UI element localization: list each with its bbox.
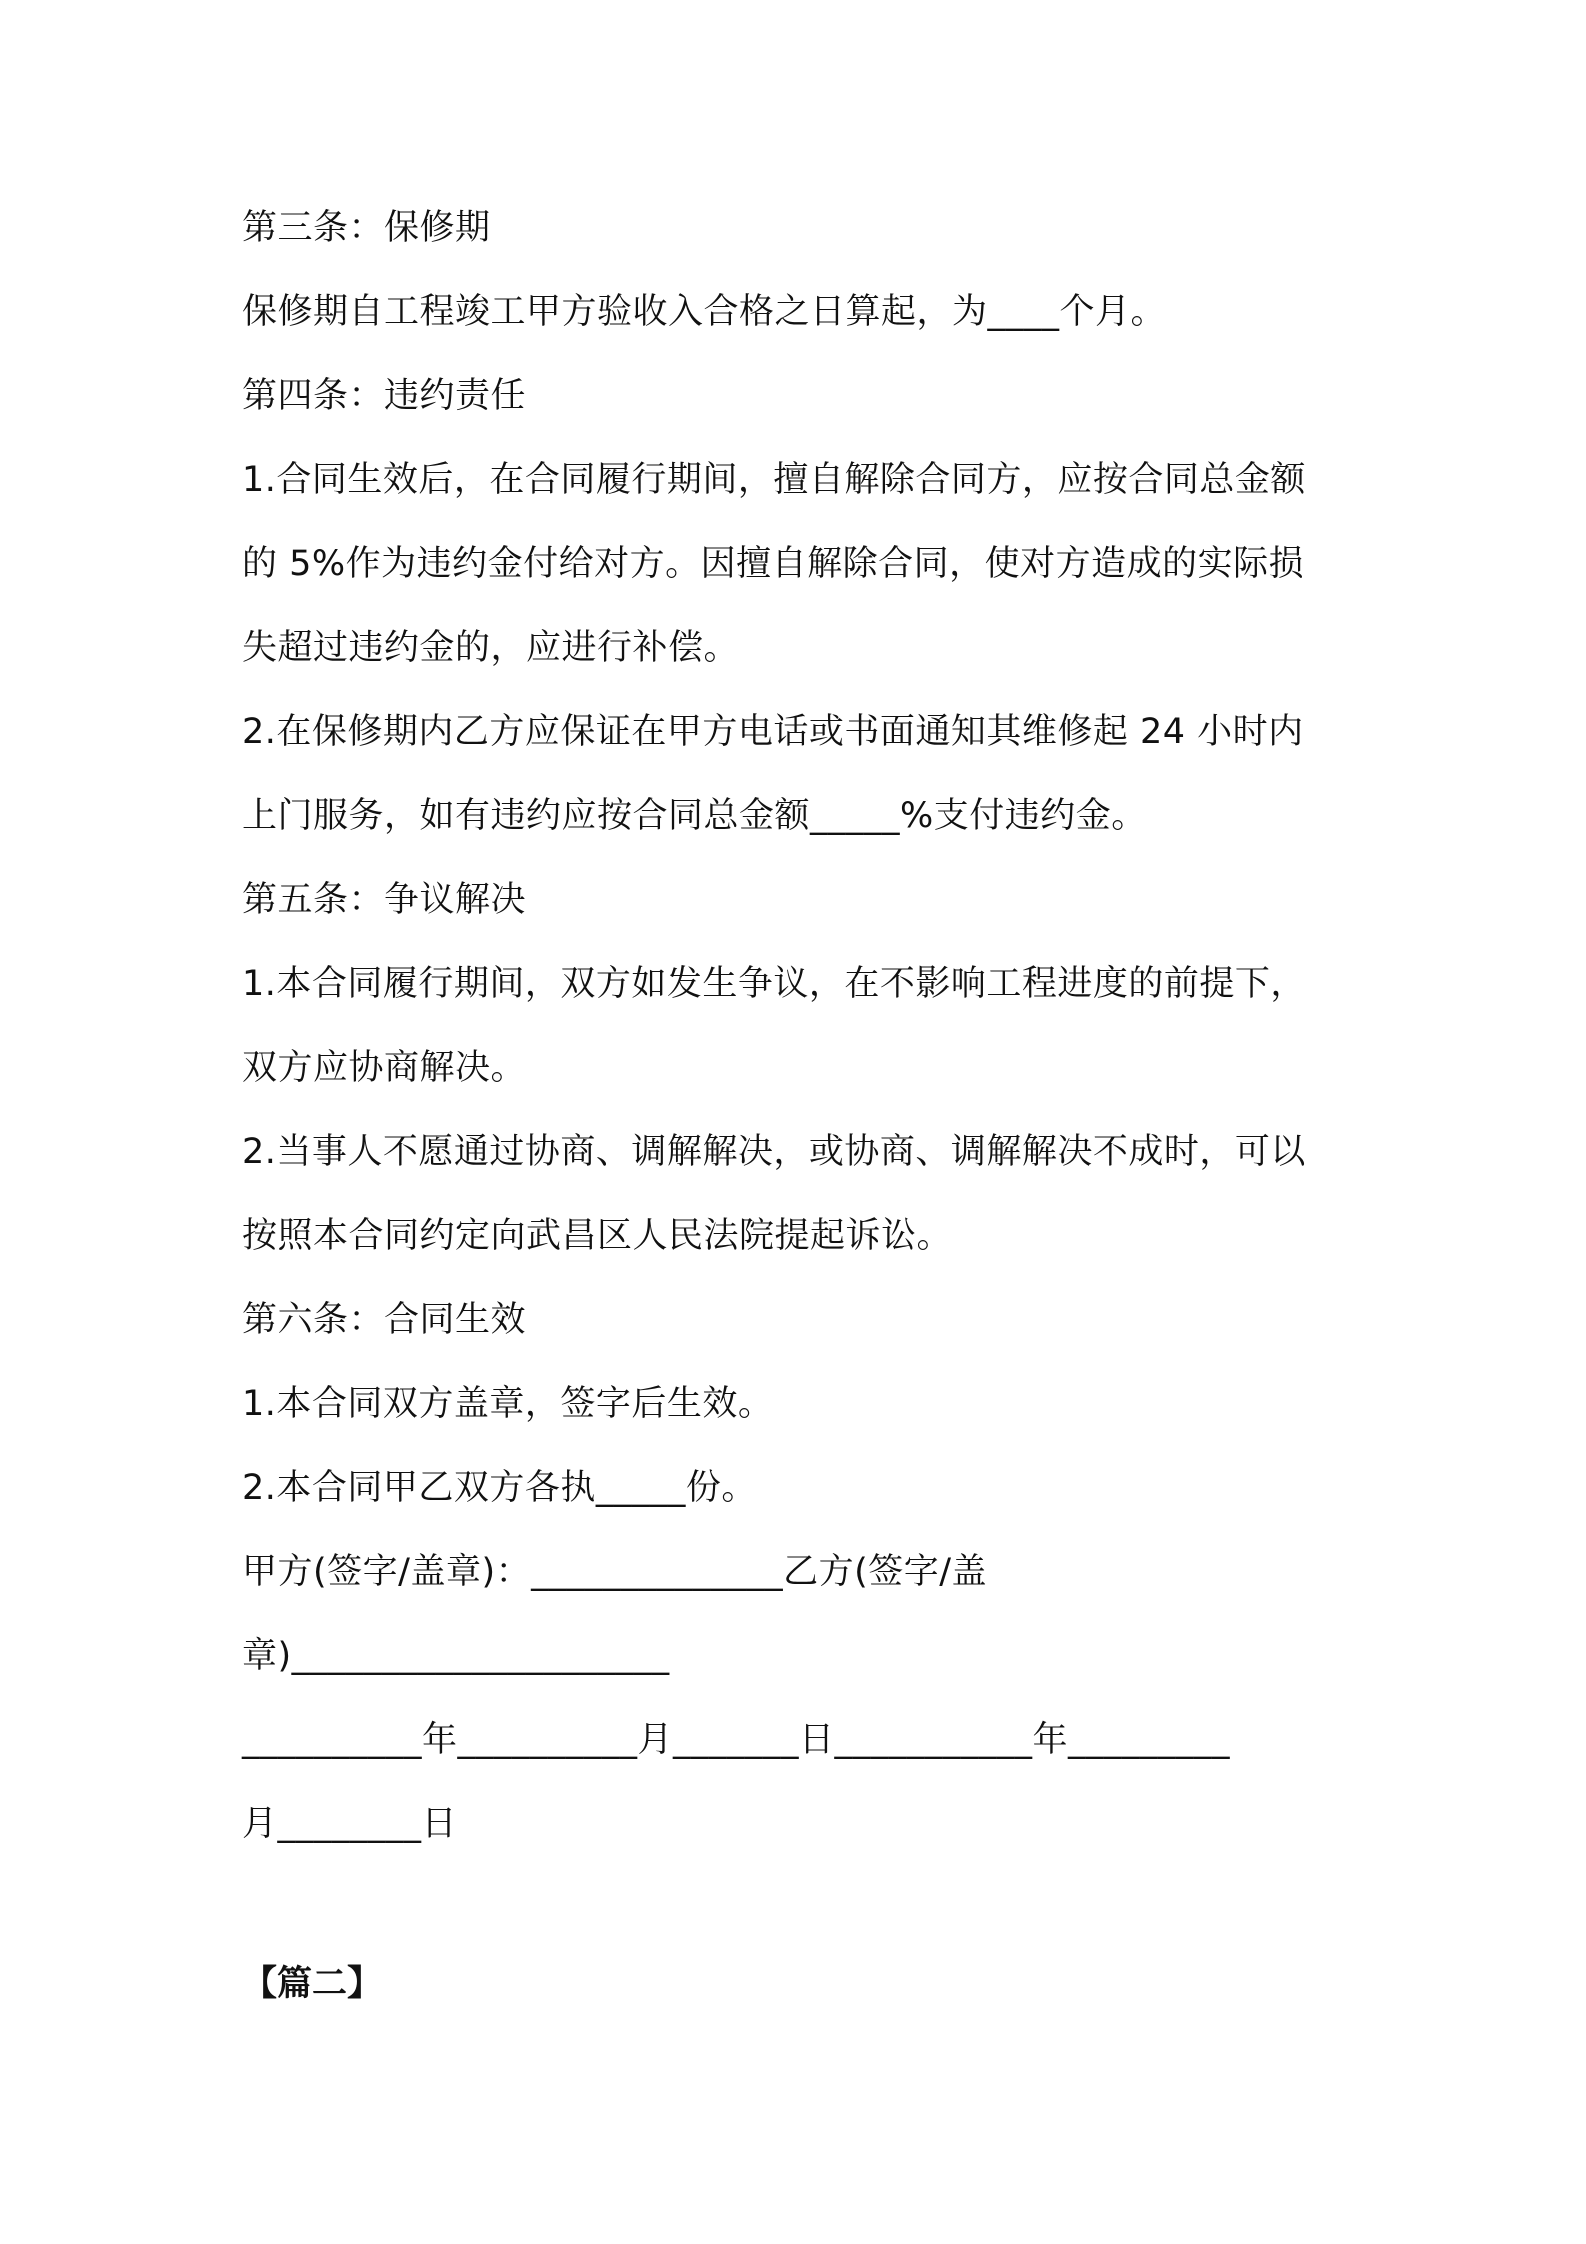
article-4-clause-2-line-1: 2.在保修期内乙方应保证在甲方电话或书面通知其维修起 24 小时内 (242, 712, 1304, 752)
article-5-clause-1-line-2: 双方应协商解决。 (242, 1048, 527, 1088)
article-3-heading: 第三条：保修期 (242, 208, 491, 248)
article-4-clause-2-line-2: 上门服务，如有违约应按合同总金额_____%支付违约金。 (242, 796, 1147, 836)
article-4-heading: 第四条：违约责任 (242, 376, 527, 416)
article-4-clause-1-line-3: 失超过违约金的，应进行补偿。 (242, 628, 740, 668)
article-5-clause-2-line-2: 按照本合同约定向武昌区人民法院提起诉讼。 (242, 1216, 953, 1256)
article-5-clause-2-line-1: 2.当事人不愿通过协商、调解解决，或协商、调解解决不成时，可以 (242, 1132, 1306, 1172)
article-5-clause-1-line-1: 1.本合同履行期间，双方如发生争议，在不影响工程进度的前提下， (242, 964, 1306, 1004)
article-4-clause-1-line-1: 1.合同生效后，在合同履行期间，擅自解除合同方，应按合同总金额 (242, 460, 1306, 500)
signature-line-2: 章)_____________________ (242, 1636, 670, 1676)
signature-line-1: 甲方(签字/盖章)：______________乙方(签字/盖 (242, 1552, 988, 1592)
article-3-text: 保修期自工程竣工甲方验收入合格之日算起，为____个月。 (242, 292, 1167, 332)
article-4-clause-1-line-2: 的 5%作为违约金付给对方。因擅自解除合同，使对方造成的实际损 (242, 544, 1305, 584)
article-6-clause-2: 2.本合同甲乙双方各执_____份。 (242, 1468, 757, 1508)
date-line-1: __________年__________月_______日___________年_________ (242, 1720, 1231, 1760)
section-heading: 【篇二】 (242, 1964, 383, 2004)
article-5-heading: 第五条：争议解决 (242, 880, 527, 920)
article-6-heading: 第六条：合同生效 (242, 1300, 527, 1340)
article-6-clause-1: 1.本合同双方盖章，签字后生效。 (242, 1384, 774, 1424)
date-line-2: 月________日 (242, 1804, 458, 1844)
